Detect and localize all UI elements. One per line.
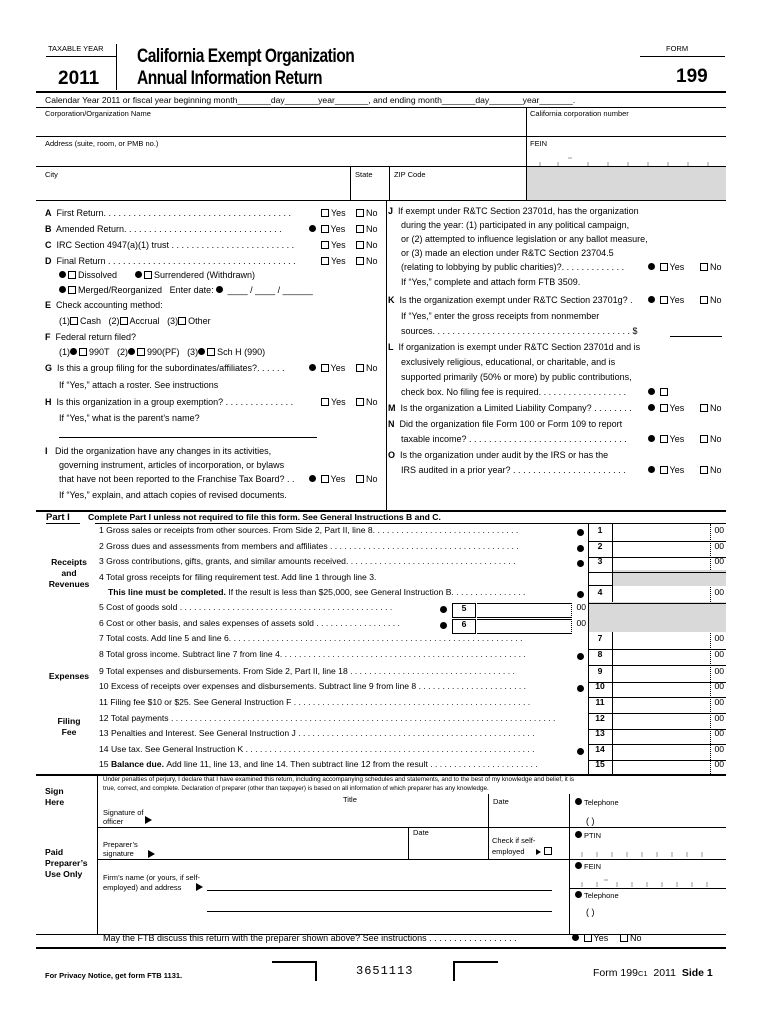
line-12-cents: 00 bbox=[714, 713, 724, 723]
preparer-date-label: Date bbox=[413, 828, 429, 837]
bullet-icon bbox=[577, 591, 584, 598]
self-employed-check[interactable] bbox=[536, 846, 554, 856]
bullet-icon bbox=[59, 271, 66, 278]
bullet-icon bbox=[648, 404, 655, 411]
question-l-check[interactable] bbox=[648, 387, 670, 397]
receipts-revenues-label: Receipts and Revenues bbox=[48, 557, 90, 589]
question-d-no[interactable]: No bbox=[356, 256, 378, 266]
bullet-icon bbox=[577, 545, 584, 552]
question-k: K Is the organization exempt under R&TC Section 23701g? . bbox=[388, 295, 633, 305]
preparer-fein-label: FEIN bbox=[575, 862, 601, 872]
bullet-icon bbox=[309, 225, 316, 232]
part1-line-11-text bbox=[99, 698, 530, 708]
line-7-cents: 00 bbox=[714, 633, 724, 643]
bullet-icon bbox=[216, 286, 223, 293]
checkbox[interactable] bbox=[321, 241, 329, 249]
checkbox[interactable] bbox=[356, 364, 364, 372]
filing-fee-label: Filing Fee bbox=[57, 716, 81, 737]
bullet-icon bbox=[440, 621, 449, 631]
question-n: N Did the organization file Form 100 or Form 109 to report bbox=[388, 419, 623, 429]
bullet-icon bbox=[648, 296, 655, 303]
checkbox[interactable] bbox=[178, 317, 186, 325]
checkbox[interactable] bbox=[79, 348, 87, 356]
line-text: Total gross receipts for filing requirement test. Add line 1 through line 3. bbox=[106, 573, 377, 582]
line-2-cents: 00 bbox=[714, 541, 724, 551]
bullet-icon bbox=[572, 934, 579, 941]
question-h-yes[interactable]: Yes bbox=[321, 397, 346, 407]
self-employed-label: Check if self-employed bbox=[492, 836, 536, 856]
firm-name-field[interactable] bbox=[207, 890, 552, 891]
line-number: 3 bbox=[99, 557, 107, 566]
signature-of-officer-label: Signature of officer bbox=[103, 808, 144, 826]
preparer-telephone-label: Telephone bbox=[575, 891, 619, 901]
bullet-icon bbox=[577, 529, 584, 536]
line-text: Total gross income. Subtract line 7 from line 4. . . . . . . . . . . . . . . . . . . . . . . . . . . . . . . . . . . . . . . . . . . . . . . . . . . . bbox=[106, 650, 526, 659]
question-o-no[interactable]: No bbox=[700, 465, 722, 475]
line-5-cents: 00 bbox=[576, 602, 586, 612]
line-number: 2 bbox=[99, 542, 107, 551]
part1-line-13-text bbox=[99, 729, 535, 739]
part1-line-8-text bbox=[99, 650, 526, 660]
line-10-amount-field[interactable] bbox=[614, 682, 708, 696]
bullet-icon bbox=[440, 605, 449, 615]
line-9-amount-field[interactable] bbox=[614, 667, 708, 681]
part1-heading: Complete Part I unless not required to file this form. See General Instructions B and C. bbox=[88, 512, 441, 522]
question-j-line4: or (3) made an election under R&TC Section 23704.5 bbox=[401, 248, 614, 258]
line-8-amount-field[interactable] bbox=[614, 650, 708, 664]
calendar-year-line: Calendar Year 2011 or fiscal year beginning month_______day_______year_______, and ending month_______day_______year_______. bbox=[45, 95, 576, 105]
question-k-line2: If “Yes,” enter the gross receipts from nonmember bbox=[401, 311, 600, 321]
line-number: 12 bbox=[99, 714, 111, 723]
line-8-cents: 00 bbox=[714, 649, 724, 659]
question-j: J If exempt under R&TC Section 23701d, has the organization bbox=[388, 206, 639, 216]
line-number: 7 bbox=[99, 634, 107, 643]
question-m-yes[interactable]: Yes bbox=[648, 403, 684, 413]
part1-line-7-text bbox=[99, 634, 522, 644]
question-a: A First Return. . . . . . . . . . . . . . . . . . . . . . . . . . . . . . . . . . . . . . bbox=[45, 208, 292, 218]
line-15-amount-field[interactable] bbox=[614, 760, 708, 774]
line-4-cents: 00 bbox=[714, 587, 724, 597]
line-text: Filing fee $10 or $25. See General Instruction F . . . . . . . . . . . . . . . . . . . . . . . . . . . . . . . . . . . . . . . . . . . . . . . . . . bbox=[110, 698, 531, 707]
question-i: I Did the organization have any changes in its activities, bbox=[45, 446, 272, 456]
arrow-icon bbox=[196, 882, 203, 892]
line-text: Total expenses and disbursements. From Side 2, Part II, line 18 . . . . . . . . . . . . . . . . . . . . . . . . . . . . . . . . . . . bbox=[106, 667, 515, 676]
question-l: L If organization is exempt under R&TC Section 23701d and is bbox=[388, 342, 641, 352]
question-j-line3: or (2) attempted to influence legislation or any ballot measure, bbox=[401, 234, 648, 244]
checkbox[interactable] bbox=[660, 435, 668, 443]
form-reference: Form 199C1 2011 Side 1 bbox=[593, 967, 713, 979]
bullet-icon bbox=[135, 271, 142, 278]
line-number: 15 bbox=[99, 760, 111, 769]
question-i-no[interactable]: No bbox=[356, 474, 378, 484]
federal-return-options[interactable]: (1) 990T (2) 990(PF) (3) Sch H (990) bbox=[59, 347, 266, 357]
sign-here-label: Sign Here bbox=[45, 786, 65, 807]
line-13-cents: 00 bbox=[714, 728, 724, 738]
line-13-number: 13 bbox=[595, 728, 605, 738]
part1-line-2-text bbox=[99, 542, 519, 552]
merged-option[interactable]: Merged/Reorganized Enter date: ____ / ____ / ______ bbox=[59, 285, 313, 295]
line-6-number: 6 bbox=[452, 619, 476, 634]
shaded-area bbox=[527, 167, 726, 200]
part1-line-4b-text bbox=[108, 588, 525, 598]
question-h: H Is this organization in a group exemption? . . . . . . . . . . . . . . bbox=[45, 397, 294, 407]
part1-line-4-text bbox=[99, 573, 376, 583]
bullet-icon bbox=[440, 606, 447, 613]
city-label: City bbox=[45, 170, 58, 179]
taxable-year-label: TAXABLE YEAR bbox=[48, 44, 104, 53]
checkbox[interactable] bbox=[321, 398, 329, 406]
discuss-question: May the FTB discuss this return with the preparer shown above? See instructions . . . . . . . . . . . . . . . . . . bbox=[103, 933, 517, 943]
fein-tick-marks bbox=[528, 154, 726, 166]
question-g: G Is this a group filing for the subordinates/affiliates?. . . . . . bbox=[45, 363, 285, 373]
question-k-line3: sources. . . . . . . . . . . . . . . . . . . . . . . . . . . . . . . . . . . . . . . . $ bbox=[401, 326, 638, 336]
bullet-icon bbox=[577, 685, 584, 692]
form-title-line1: California Exempt Organization bbox=[137, 46, 355, 67]
checkbox[interactable] bbox=[660, 404, 668, 412]
line-15-number: 15 bbox=[595, 759, 605, 769]
checkbox[interactable] bbox=[584, 934, 592, 942]
question-b: B Amended Return. . . . . . . . . . . . . . . . . . . . . . . . . . . . . . . . bbox=[45, 224, 282, 234]
question-d: D Final Return . . . . . . . . . . . . . . . . . . . . . . . . . . . . . . . . . . . . . . bbox=[45, 256, 296, 266]
question-m-no[interactable]: No bbox=[700, 403, 722, 413]
line-11-number: 11 bbox=[595, 697, 605, 707]
question-i-note: If “Yes,” explain, and attach copies of revised documents. bbox=[59, 490, 287, 500]
bullet-icon bbox=[577, 653, 584, 660]
question-f: F Federal return filed? bbox=[45, 332, 137, 342]
corner-mark-right bbox=[453, 961, 498, 981]
checkbox[interactable] bbox=[321, 209, 329, 217]
question-j-note: If “Yes,” complete and attach form FTB 3509. bbox=[401, 277, 581, 287]
line-text: Total costs. Add line 5 and line 6. . . . . . . . . . . . . . . . . . . . . . . . . . . . . . . . . . . . . . . . . . . . . . . . . . . . . . . . . . . . . . bbox=[106, 634, 523, 643]
part1-line-14-text bbox=[99, 745, 535, 755]
line-15-cents: 00 bbox=[714, 759, 724, 769]
bullet-icon bbox=[577, 560, 584, 567]
part1-label: Part I bbox=[46, 512, 70, 523]
corp-name-field[interactable] bbox=[45, 118, 523, 135]
line-12-amount-field[interactable] bbox=[614, 714, 708, 728]
line-10-number: 10 bbox=[595, 681, 605, 691]
expenses-label: Expenses bbox=[48, 671, 90, 681]
line-number: 13 bbox=[99, 729, 111, 738]
part1-line-10-text bbox=[99, 682, 526, 692]
question-o-yes[interactable]: Yes bbox=[648, 465, 684, 475]
line-2-number: 2 bbox=[597, 541, 603, 551]
line-text: Total payments . . . . . . . . . . . . . . . . . . . . . . . . . . . . . . . . . . . . . . . . . . . . . . . . . . . . . . . . . . . . . . . . . . . . . . . . . . . . . . . . . bbox=[110, 714, 556, 723]
question-g-yes[interactable]: Yes bbox=[309, 363, 345, 373]
question-i-yes[interactable]: Yes bbox=[309, 474, 345, 484]
part1-line-3-text bbox=[99, 557, 515, 567]
fein-tick-marks-preparer bbox=[572, 878, 724, 888]
bullet-icon bbox=[128, 348, 135, 355]
line-text: Cost of goods sold . . . . . . . . . . . . . . . . . . . . . . . . . . . . . . . . . . . . . . . . . . . . . bbox=[106, 603, 393, 612]
form-label: FORM bbox=[666, 44, 689, 53]
date-label: Date bbox=[493, 797, 509, 806]
line-4-amount-field[interactable] bbox=[614, 588, 708, 602]
line-3-cents: 00 bbox=[714, 556, 724, 566]
question-j-line2: during the year: (1) participated in any political campaign, bbox=[401, 220, 630, 230]
line-6-amount-field[interactable] bbox=[477, 619, 572, 634]
line-6-cents: 00 bbox=[576, 618, 586, 628]
line-text: Add line 11, line 13, and line 14. Then subtract line 12 from the result . . . . . . . . . . . . . . . . . . . . . . . bbox=[166, 760, 538, 769]
question-j-line5: (relating to lobbying by public charities)?. . . . . . . . . . . . . bbox=[401, 262, 625, 272]
telephone-label: Telephone bbox=[575, 798, 619, 808]
line-7-amount-field[interactable] bbox=[614, 634, 708, 648]
line-text: Penalties and Interest. See General Instruction J . . . . . . . . . . . . . . . . . . . . . . . . . . . . . . . . . . . . . . . . . . . . . . . . . . bbox=[110, 729, 535, 738]
bullet-icon bbox=[198, 348, 205, 355]
line-number: 6 bbox=[99, 619, 107, 628]
line-1-amount-field[interactable] bbox=[614, 526, 708, 540]
line-number: 9 bbox=[99, 667, 107, 676]
question-i-line2: governing instrument, articles of incorporation, or bylaws bbox=[59, 460, 285, 470]
line-4-number: 4 bbox=[597, 587, 603, 597]
arrow-icon bbox=[148, 849, 155, 859]
line-5-number: 5 bbox=[452, 603, 476, 618]
checkbox[interactable] bbox=[321, 364, 329, 372]
question-j-yes[interactable]: Yes bbox=[648, 262, 684, 272]
checkbox[interactable] bbox=[356, 209, 364, 217]
line-1-number: 1 bbox=[597, 525, 603, 535]
privacy-notice: For Privacy Notice, get form FTB 1131. bbox=[45, 971, 183, 980]
firm-name-label: Firm’s name (or yours, if self-employed) and address bbox=[103, 873, 200, 892]
question-l-line3: supported primarily (50% or more) by public contributions, bbox=[401, 372, 632, 382]
line-text: Gross contributions, gifts, grants, and similar amounts received. . . . . . . . . . . . . . . . . . . . . . . . . . . . . . . . . . . . bbox=[106, 557, 516, 566]
line-number: 11 bbox=[99, 698, 111, 707]
form-number: 199 bbox=[676, 66, 708, 87]
line-12-number: 12 bbox=[595, 713, 605, 723]
line-text: Gross sales or receipts from other sources. From Side 2, Part II, line 8. . . . . . . . . . . . . . . . . . . . . . . . . . . . . . . bbox=[106, 526, 519, 535]
line-number: 10 bbox=[99, 682, 111, 691]
bullet-icon bbox=[440, 622, 447, 629]
line-text-bold: Balance due. bbox=[110, 760, 167, 769]
preparer-signature-label: Preparer’s signature bbox=[103, 840, 138, 858]
checkbox[interactable] bbox=[660, 263, 668, 271]
question-i-line3: that have not been reported to the Franchise Tax Board? . . bbox=[59, 474, 295, 484]
checkbox[interactable] bbox=[356, 257, 364, 265]
bullet-icon bbox=[575, 831, 582, 838]
bullet-icon bbox=[59, 286, 66, 293]
checkbox[interactable] bbox=[356, 241, 364, 249]
checkbox[interactable] bbox=[321, 475, 329, 483]
line-9-number: 9 bbox=[597, 666, 603, 676]
line-text: Cost or other basis, and sales expenses of assets sold . . . . . . . . . . . . . . . . . . bbox=[106, 619, 400, 628]
paid-preparer-label: Paid Preparer’s Use Only bbox=[45, 847, 88, 879]
state-field[interactable] bbox=[353, 180, 387, 198]
checkbox[interactable] bbox=[207, 348, 215, 356]
bullet-icon bbox=[575, 891, 582, 898]
city-field[interactable] bbox=[45, 180, 345, 198]
line-8-number: 8 bbox=[597, 649, 603, 659]
zip-field[interactable] bbox=[393, 180, 523, 198]
line-14-amount-field[interactable] bbox=[614, 745, 708, 759]
discuss-no[interactable]: No bbox=[620, 933, 642, 943]
line-14-cents: 00 bbox=[714, 744, 724, 754]
zip-label: ZIP Code bbox=[394, 170, 426, 179]
checkbox[interactable] bbox=[321, 225, 329, 233]
checkbox[interactable] bbox=[700, 263, 708, 271]
shaded-cell bbox=[589, 602, 726, 632]
preparer-signature-field[interactable] bbox=[160, 840, 405, 858]
line-number: 1 bbox=[99, 526, 107, 535]
question-o: O Is the organization under audit by the IRS or has the bbox=[388, 450, 609, 460]
question-c-yes[interactable]: Yes bbox=[321, 240, 346, 250]
arrow-icon bbox=[145, 815, 152, 825]
checkbox[interactable] bbox=[321, 257, 329, 265]
line-number: 8 bbox=[99, 650, 107, 659]
checkbox[interactable] bbox=[700, 296, 708, 304]
bullet-icon bbox=[648, 388, 655, 395]
corp-name-label: Corporation/Organization Name bbox=[45, 109, 151, 118]
checkbox[interactable] bbox=[356, 398, 364, 406]
line-14-number: 14 bbox=[595, 744, 605, 754]
question-l-line2: exclusively religious, educational, or charitable, and is bbox=[401, 357, 616, 367]
fein-label: FEIN bbox=[530, 139, 548, 148]
checkbox[interactable] bbox=[356, 475, 364, 483]
line-number: 5 bbox=[99, 603, 107, 612]
question-c-no[interactable]: No bbox=[356, 240, 378, 250]
part1-line-12-text bbox=[99, 714, 555, 724]
question-c: C IRC Section 4947(a)(1) trust . . . . . . . . . . . . . . . . . . . . . . . . . bbox=[45, 240, 295, 250]
question-b-yes[interactable]: Yes bbox=[309, 224, 345, 234]
checkbox[interactable] bbox=[620, 934, 628, 942]
state-label: State bbox=[355, 170, 373, 179]
question-e: E Check accounting method: bbox=[45, 300, 163, 310]
question-m: M Is the organization a Limited Liability Company? . . . . . . . . bbox=[388, 403, 632, 413]
part1-line-15-text bbox=[99, 760, 538, 770]
corp-number-label: California corporation number bbox=[530, 109, 629, 118]
checkbox[interactable] bbox=[70, 317, 78, 325]
discuss-yes[interactable]: Yes bbox=[572, 933, 608, 943]
line-3-number: 3 bbox=[597, 556, 603, 566]
bullet-icon bbox=[575, 798, 582, 805]
checkbox[interactable] bbox=[120, 317, 128, 325]
line-2-amount-field[interactable] bbox=[614, 542, 708, 556]
line-10-cents: 00 bbox=[714, 681, 724, 691]
officer-signature-field[interactable] bbox=[160, 808, 490, 826]
form-title-line2: Annual Information Return bbox=[137, 68, 323, 89]
question-l-line4: check box. No filing fee is required. . . . . . . . . . . . . . . . . . bbox=[401, 387, 627, 397]
address-label: Address (suite, room, or PMB no.) bbox=[45, 139, 159, 148]
nonmember-receipts-field[interactable] bbox=[670, 336, 722, 337]
checkbox[interactable] bbox=[544, 847, 552, 855]
bullet-icon bbox=[309, 475, 316, 482]
bullet-icon bbox=[309, 364, 316, 371]
bullet-icon bbox=[648, 435, 655, 442]
question-a-no[interactable]: No bbox=[356, 208, 378, 218]
question-n-line2: taxable income? . . . . . . . . . . . . . . . . . . . . . . . . . . . . . . . . bbox=[401, 434, 627, 444]
line-text: If the result is less than $25,000, see General Instruction B. . . . . . . . . . . . . . . . bbox=[228, 588, 526, 597]
checkbox[interactable] bbox=[68, 271, 76, 279]
line-text: Use tax. See General Instruction K . . . . . . . . . . . . . . . . . . . . . . . . . . . . . . . . . . . . . . . . . . . . . . . . . . . . . . . . . . . . . bbox=[110, 745, 535, 754]
question-n-no[interactable]: No bbox=[700, 434, 722, 444]
checkbox[interactable] bbox=[660, 296, 668, 304]
question-h-note: If “Yes,” what is the parent’s name? bbox=[59, 413, 200, 423]
line-number: 4 bbox=[99, 573, 107, 582]
line-13-amount-field[interactable] bbox=[614, 729, 708, 743]
dissolved-option[interactable]: Dissolved bbox=[59, 270, 117, 280]
part1-line-9-text bbox=[99, 667, 515, 677]
ptin-tick-marks bbox=[572, 848, 724, 858]
ptin-label: PTIN bbox=[575, 831, 601, 841]
question-j-no[interactable]: No bbox=[700, 262, 722, 272]
firm-address-field[interactable] bbox=[207, 911, 552, 912]
checkbox[interactable] bbox=[700, 404, 708, 412]
question-o-line2: IRS audited in a prior year? . . . . . . . . . . . . . . . . . . . . . . . bbox=[401, 465, 626, 475]
preparer-telephone-field[interactable]: ( ) bbox=[586, 907, 595, 917]
question-d-yes[interactable]: Yes bbox=[321, 256, 346, 266]
question-b-no[interactable]: No bbox=[356, 224, 378, 234]
address-field[interactable] bbox=[45, 148, 523, 164]
part1-line-1-text bbox=[99, 526, 518, 536]
line-text: Gross dues and assessments from members and affiliates . . . . . . . . . . . . . . . . . . . . . . . . . . . . . . . . . . . . . . . . bbox=[106, 542, 519, 551]
checkbox[interactable] bbox=[137, 348, 145, 356]
bullet-icon bbox=[648, 263, 655, 270]
bullet-icon bbox=[70, 348, 77, 355]
line-1-cents: 00 bbox=[714, 525, 724, 535]
line-text: Excess of receipts over expenses and disbursements. Subtract line 9 from line 8 . . . . . . . . . . . . . . . . . . . . . . . bbox=[110, 682, 527, 691]
line-number: 14 bbox=[99, 745, 111, 754]
checkbox[interactable] bbox=[700, 435, 708, 443]
line-text-bold: This line must be completed. bbox=[108, 588, 229, 597]
line-11-amount-field[interactable] bbox=[614, 698, 708, 712]
checkbox[interactable] bbox=[356, 225, 364, 233]
tax-year: 2011 bbox=[58, 68, 100, 89]
officer-telephone-field[interactable]: ( ) bbox=[586, 816, 595, 826]
checkbox[interactable] bbox=[144, 271, 152, 279]
line-3-amount-field[interactable] bbox=[614, 557, 708, 571]
checkbox[interactable] bbox=[68, 286, 76, 294]
bullet-icon bbox=[577, 748, 584, 755]
part1-line-5-text bbox=[99, 603, 392, 613]
line-11-cents: 00 bbox=[714, 697, 724, 707]
checkbox[interactable] bbox=[660, 388, 668, 396]
parent-name-field[interactable] bbox=[59, 437, 317, 438]
question-h-no[interactable]: No bbox=[356, 397, 378, 407]
line-7-number: 7 bbox=[597, 633, 603, 643]
question-a-yes[interactable]: Yes bbox=[321, 208, 346, 218]
corner-mark-left bbox=[272, 961, 317, 981]
surrendered-option[interactable]: Surrendered (Withdrawn) bbox=[135, 270, 255, 280]
question-g-no[interactable]: No bbox=[356, 363, 378, 373]
accounting-options[interactable]: (1) Cash (2) Accrual (3) Other bbox=[59, 316, 211, 326]
declaration-line1: Under penalties of perjury, I declare that I have examined this return, including accompanying schedules and statements, and to the best of my knowledge and belief, it is bbox=[103, 776, 575, 783]
line-9-cents: 00 bbox=[714, 666, 724, 676]
question-g-note: If “Yes,” attach a roster. See instructions bbox=[59, 380, 219, 390]
barcode-number: 3651113 bbox=[356, 964, 414, 978]
question-k-no[interactable]: No bbox=[700, 295, 722, 305]
title-label: Title bbox=[343, 795, 357, 804]
corp-number-field[interactable] bbox=[530, 118, 724, 135]
part1-line-6-text bbox=[99, 619, 400, 629]
checkbox[interactable] bbox=[700, 466, 708, 474]
question-n-yes[interactable]: Yes bbox=[648, 434, 684, 444]
checkbox[interactable] bbox=[660, 466, 668, 474]
declaration-line2: true, correct, and complete. Declaration of preparer (other than taxpayer) is based on all information of which preparer has any knowledge. bbox=[103, 785, 489, 792]
question-k-yes[interactable]: Yes bbox=[648, 295, 684, 305]
bullet-icon bbox=[575, 862, 582, 869]
bullet-icon bbox=[648, 466, 655, 473]
line-5-amount-field[interactable] bbox=[477, 603, 572, 618]
